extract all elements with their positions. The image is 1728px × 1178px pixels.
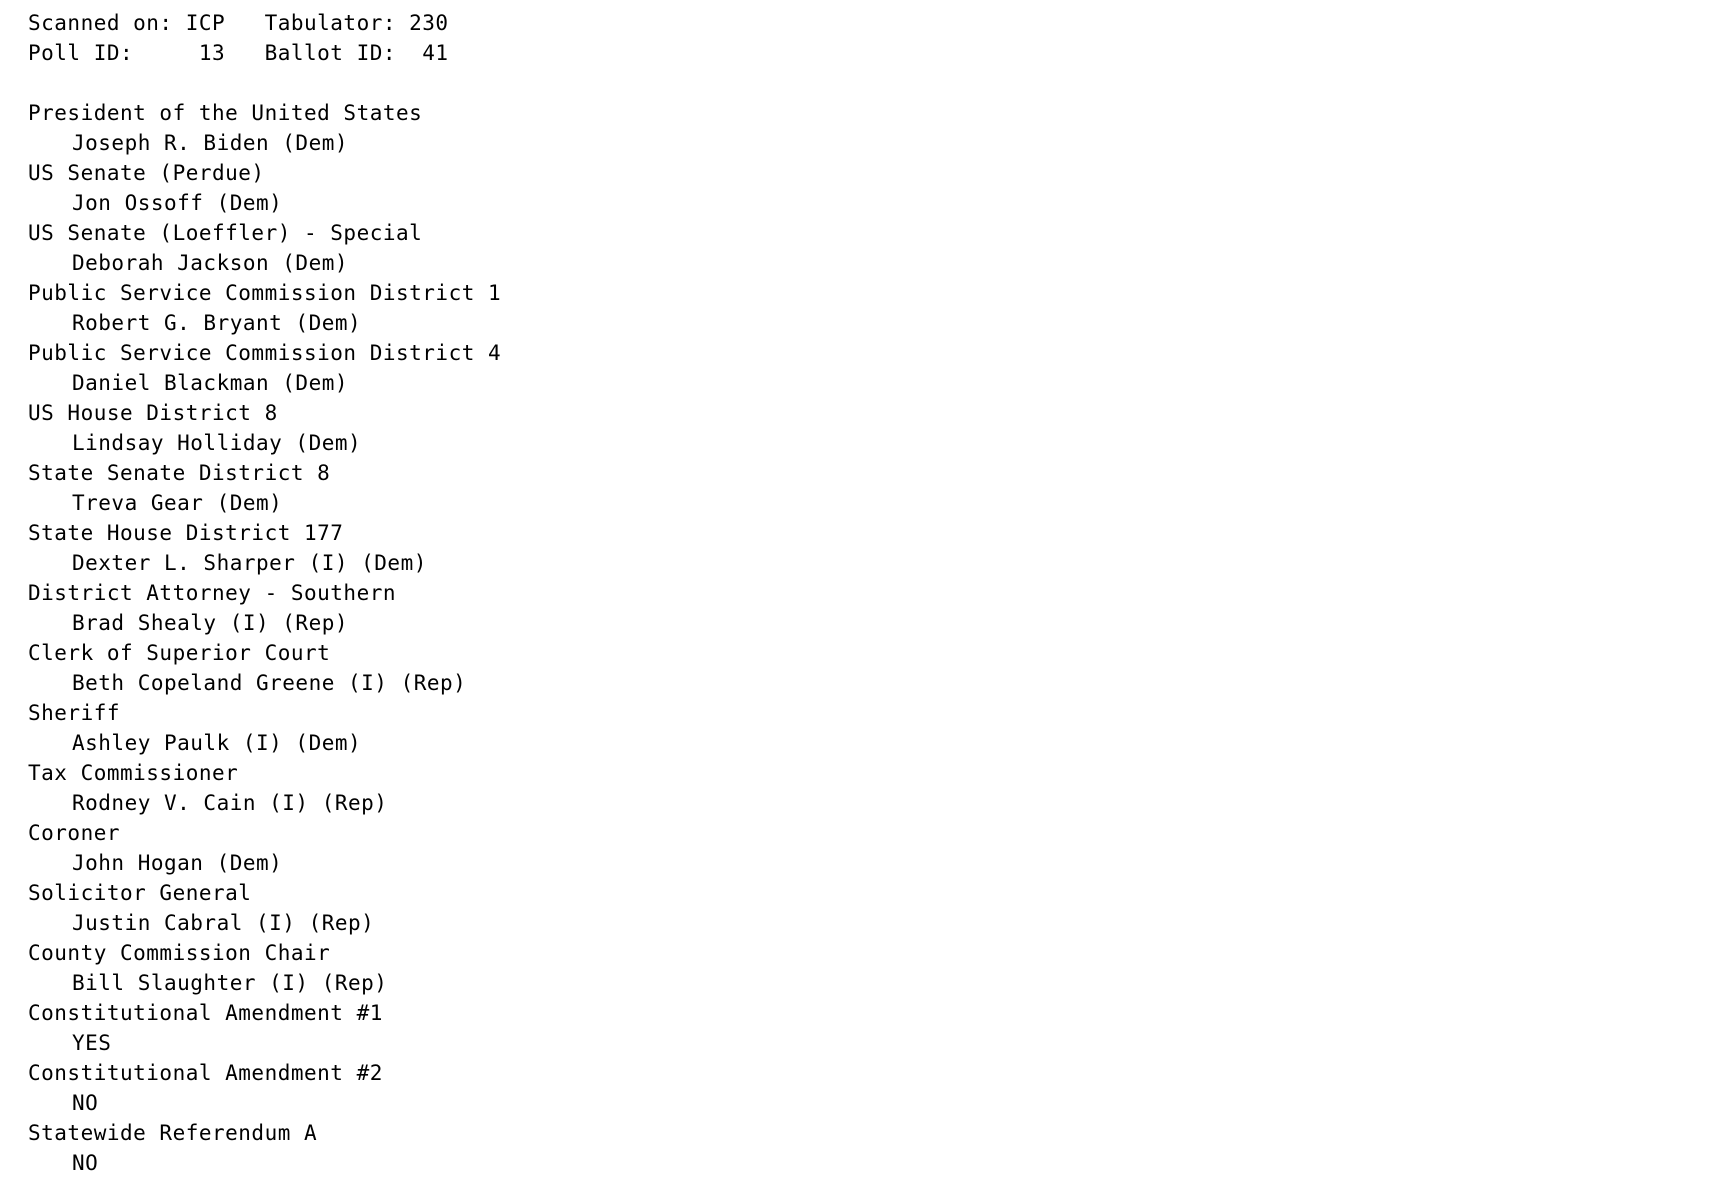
contest-choice: Deborah Jackson (Dem) — [72, 251, 349, 275]
contest-title: Statewide Referendum A — [28, 1121, 318, 1145]
ballot-selection-list — [28, 98, 1728, 1178]
contest-title: Constitutional Amendment #2 — [28, 1061, 383, 1085]
poll-ballot-id-line: Poll ID: 13 Ballot ID: 41 — [28, 41, 449, 65]
contest-choice: NO — [72, 1151, 99, 1175]
contest-choice: YES — [72, 1031, 112, 1055]
contest-title: State House District 177 — [28, 521, 344, 545]
contest-title: Coroner — [28, 821, 121, 845]
contest-choice: Dexter L. Sharper (I) (Dem) — [72, 551, 427, 575]
contest-choice: Joseph R. Biden (Dem) — [72, 131, 349, 155]
contest-title: US House District 8 — [28, 401, 278, 425]
contest-choice: Treva Gear (Dem) — [72, 491, 283, 515]
contest-choice: Daniel Blackman (Dem) — [72, 371, 349, 395]
contest-title: President of the United States — [28, 101, 423, 125]
contest-choice: Beth Copeland Greene (I) (Rep) — [72, 671, 467, 695]
contest-title: Constitutional Amendment #1 — [28, 1001, 383, 1025]
contest-choice: Lindsay Holliday (Dem) — [72, 431, 362, 455]
contest-title: Public Service Commission District 1 — [28, 281, 502, 305]
contest-choice: Bill Slaughter (I) (Rep) — [72, 971, 388, 995]
header-separator — [28, 68, 1728, 98]
contest-title: Public Service Commission District 4 — [28, 341, 502, 365]
contest-title: Solicitor General — [28, 881, 252, 905]
contest-choice: NO — [72, 1091, 99, 1115]
contest-choice: Robert G. Bryant (Dem) — [72, 311, 362, 335]
contest-choice: Justin Cabral (I) (Rep) — [72, 911, 375, 935]
contest-title: State Senate District 8 — [28, 461, 331, 485]
contest-choice: Rodney V. Cain (I) (Rep) — [72, 791, 388, 815]
contest-title: District Attorney - Southern — [28, 581, 397, 605]
contest-choice: Brad Shealy (I) (Rep) — [72, 611, 349, 635]
contest-title: Tax Commissioner — [28, 761, 239, 785]
contest-title: US Senate (Perdue) — [28, 161, 265, 185]
contest-title: US Senate (Loeffler) - Special — [28, 221, 423, 245]
scan-info-line: Scanned on: ICP Tabulator: 230 — [28, 11, 449, 35]
contest-title: Clerk of Superior Court — [28, 641, 331, 665]
contest-choice: Ashley Paulk (I) (Dem) — [72, 731, 362, 755]
contest-choice: John Hogan (Dem) — [72, 851, 283, 875]
contest-choice: Jon Ossoff (Dem) — [72, 191, 283, 215]
contest-title: County Commission Chair — [28, 941, 331, 965]
contest-title: Sheriff — [28, 701, 121, 725]
